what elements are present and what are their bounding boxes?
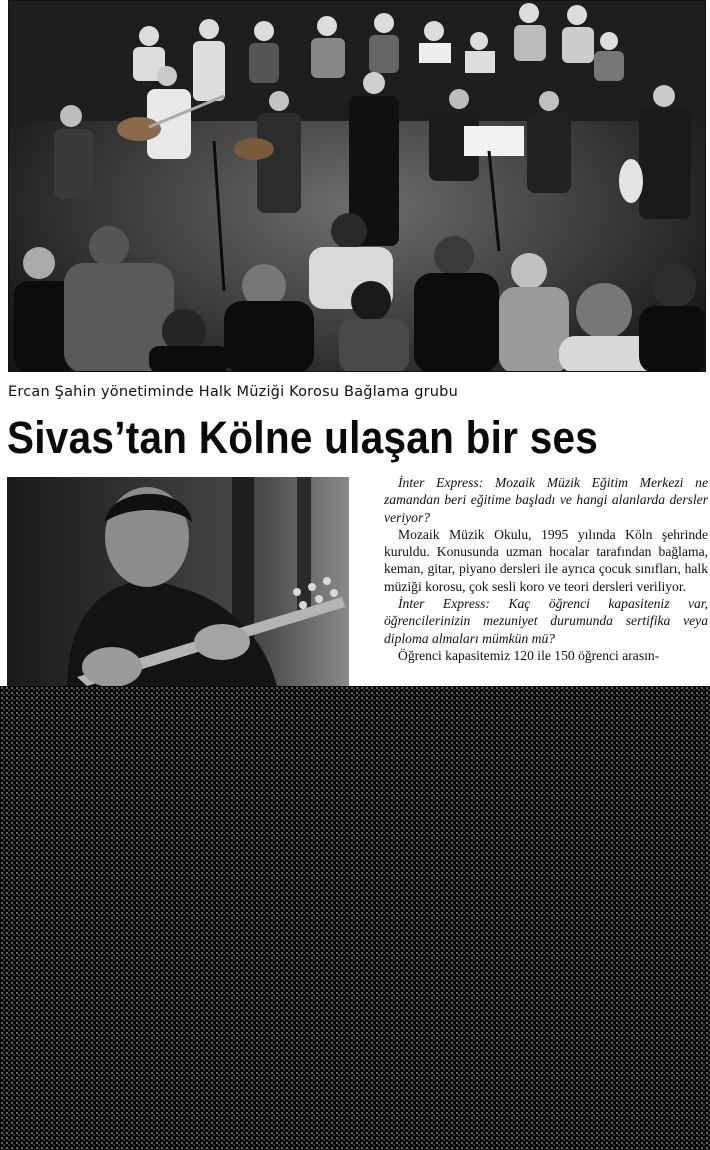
halftone-noise-area: [0, 686, 710, 1150]
question-text: Mozaik Müzik Eğitim Merkezi ne zamandan beri eğitime başladı ve hangi alanlarda dersler veriyor?: [384, 475, 708, 525]
question-2: [384, 595, 708, 647]
answer-2-partial: Öğrenci kapasitemiz 120 ile 150 öğrenci arasın-: [398, 647, 660, 663]
question-lead: İnter Express:: [398, 475, 484, 490]
question-1: [384, 474, 708, 526]
headline: Sivas’tan Kölne ulaşan bir ses: [7, 412, 599, 463]
question-lead: İnter Express:: [398, 596, 490, 612]
question-text: Kaç öğrenci kapasiteniz var, öğrencilerinizin mezuniyet durumunda sertifika veya diploma almaları mümkün mü?: [384, 596, 708, 646]
concert-photo: [8, 0, 706, 372]
answer-1: Mozaik Müzik Okulu, 1995 yılında Köln şehrinde kuruldu. Konusunda uzman hocalar tarafından bağlama, keman, gitar, piyano dersleri ile ayrıca çocuk sınıfları, halk müziği korosu, çok sesli koro ve teori dersleri veriliyor.: [384, 526, 708, 594]
article-body: [384, 474, 708, 664]
musician-photo: [7, 477, 349, 686]
photo-caption: Ercan Şahin yönetiminde Halk Müziği Korosu Bağlama grubu: [8, 384, 458, 400]
